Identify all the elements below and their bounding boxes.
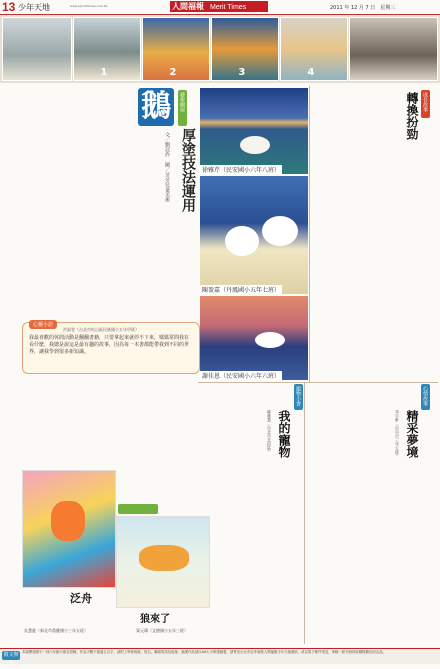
process-photo [280, 17, 348, 81]
story-body [306, 410, 392, 640]
painting-caption: 謝佳恩（民安國小六年六班） [202, 373, 281, 380]
story-byline: 李宇軒（台中市三年五班） [395, 410, 400, 458]
story-tag: 心情故事 [421, 384, 430, 410]
step-number: 1 [100, 67, 108, 78]
story-body [212, 520, 302, 640]
process-photo [73, 17, 141, 81]
step-number: 3 [238, 67, 246, 78]
teacher-note-body: 我最喜歡的休閒活動是翻翻書籍，只要拿起來就停不下來，媽媽常問我在看什麼，我總是說這是最有趣的故事，因為每一本書都能帶我到不同的世界，讓我學到很多新知識。 [29, 335, 190, 355]
story-body [312, 160, 438, 390]
art-figure [139, 545, 189, 571]
swan-shape [262, 216, 298, 246]
story-byline: 鄭雅慧（台北市北投區） [267, 410, 272, 454]
painting-1 [200, 88, 308, 174]
column-divider [304, 382, 305, 644]
kid-art-caption: 吳慧慈（新北市重慶國小三年五班） [24, 628, 88, 633]
painting-2 [200, 176, 308, 294]
story-title: 轉換扮勁 [405, 92, 419, 140]
kid-art-1 [22, 470, 116, 588]
article-byline: 文／劉冠伶 圖／牙牙兒童美術 [164, 132, 170, 202]
teacher-note-title: 心靈小語 [29, 320, 57, 329]
footer-tag: 徵文辦法 [3, 652, 19, 667]
page-number: 13 [2, 0, 16, 14]
brand-banner [170, 1, 268, 12]
issue-date: 2011 年 12 月 7 日 星期三 [330, 5, 396, 11]
teacher-photo [349, 17, 438, 81]
column-divider [309, 86, 310, 382]
article-body [134, 190, 198, 320]
step-number: 2 [169, 67, 177, 78]
story-tag: 成長故事 [421, 90, 430, 118]
swan-shape [240, 136, 270, 154]
article-title: 厚塗技法運用 [180, 128, 196, 212]
teacher-note-box [22, 322, 200, 374]
art-figure [51, 501, 85, 541]
kid-art-title: 泛舟 [70, 592, 92, 605]
process-photo [2, 17, 72, 81]
column-tag: 藝術櫥窗 [178, 90, 187, 126]
brand-name: 人間福報 [172, 2, 204, 11]
process-photo-strip [0, 15, 440, 83]
step-number: 4 [307, 67, 315, 78]
process-photo [142, 17, 210, 81]
article-body [8, 88, 134, 268]
brand-en: Merit Times [210, 4, 247, 11]
header-meta: www.epochtimes.com.tw [70, 4, 108, 8]
painting-caption: 陳盈嘉（丹鳳國小五年七班） [202, 287, 281, 294]
big-character: 鵝 [141, 89, 171, 124]
row-divider [198, 382, 438, 383]
footer-text: 本版開放國小一到六年級小朋友投稿，作品字數不超過五百字，請附上學校班級、姓名、聯絡電話及地址；繪畫作品請以A4大小紙張繪製，請寄至台北市忠孝東路人間福報少年天地版收，或以電子郵件寄送，來稿一經刊登即致贈稿費及紀念品。 [22, 650, 386, 654]
story-title: 我的寵物 [277, 410, 291, 458]
kid-art-2 [116, 516, 210, 608]
teacher-note-author: 洪淑雯（台北市松山區民族國小五年甲班） [63, 327, 139, 332]
swan-shape [255, 332, 285, 348]
story-title: 精采夢境 [405, 410, 419, 458]
story-tag: 寵物小書 [294, 384, 303, 410]
kid-art-title: 狼來了 [140, 614, 170, 625]
section-title: 少年天地 [18, 3, 50, 12]
article-body [8, 378, 198, 468]
painting-3 [200, 296, 308, 380]
story-body [212, 384, 264, 514]
process-photo [211, 17, 279, 81]
art-tag [118, 504, 158, 514]
swan-shape [225, 226, 259, 256]
big-character-box [138, 88, 174, 126]
painting-caption: 徐雅芹（民安國小六年八班） [202, 167, 281, 174]
kid-art-caption: 賀元瑀（文德國小五年三班） [136, 628, 188, 633]
